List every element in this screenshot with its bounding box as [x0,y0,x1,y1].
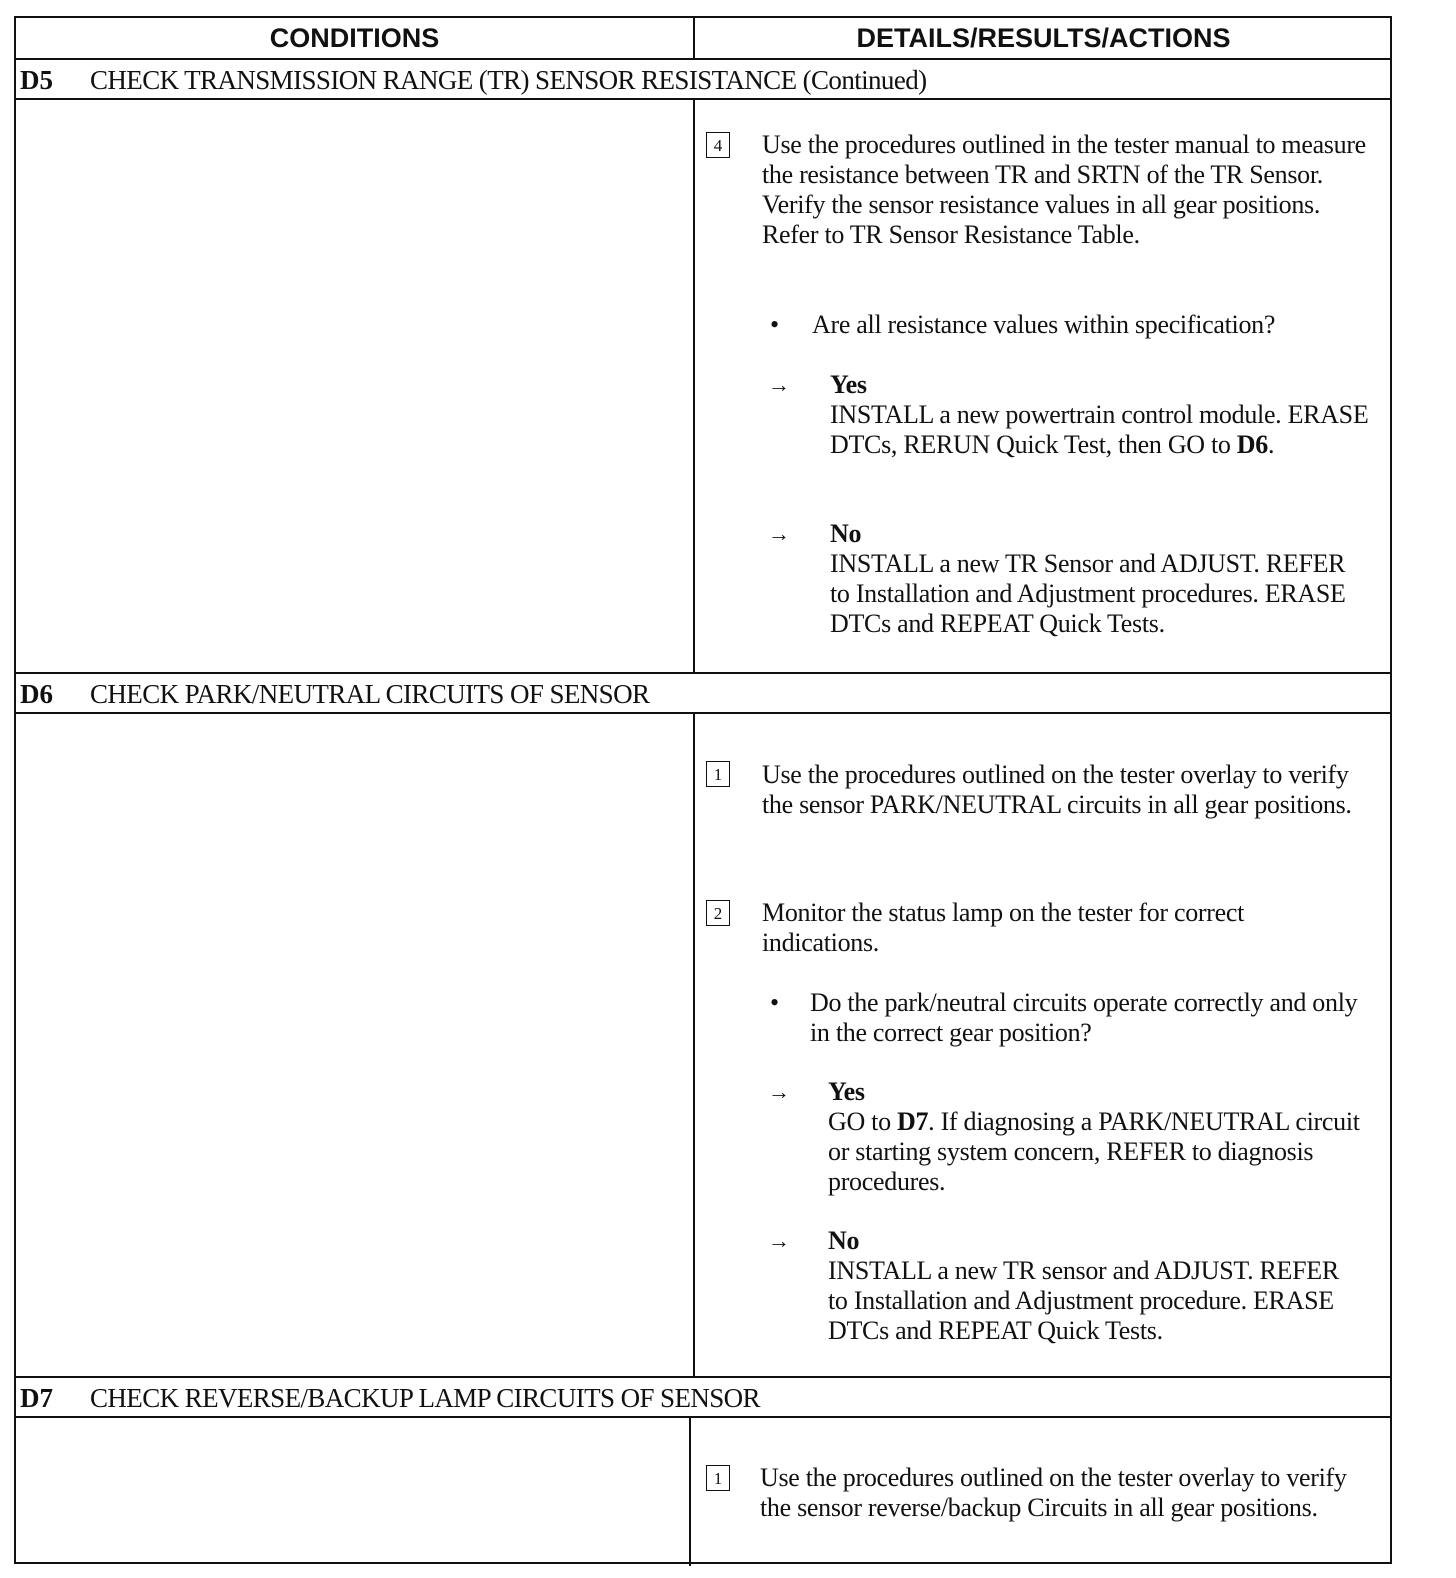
section-title: CHECK TRANSMISSION RANGE (TR) SENSOR RESISTANCE (Continued) [90,65,927,95]
arrow-right-icon: → [768,372,790,397]
section-header-d7 [16,1378,1390,1418]
step-number-box: 1 [706,761,730,787]
step-number-box: 2 [706,900,730,926]
column-divider [693,98,695,672]
step-text: Use the procedures outlined on the tester overlay to verify the sensor reverse/backup Circuits in all gear positions. [760,1463,1347,1522]
result-yes [830,370,1382,460]
bullet-icon: • [770,988,780,1017]
section-title: CHECK REVERSE/BACKUP LAMP CIRCUITS OF SENSOR [90,1383,760,1413]
result-text: GO to [828,1107,897,1136]
question-text: Do the park/neutral circuits operate correctly and only in the correct gear position? [810,988,1358,1047]
result-text: INSTALL a new TR sensor and ADJUST. REFER to Installation and Adjustment procedure. ERASE DTCs and REPEAT Quick Tests. [828,1256,1339,1345]
arrow-right-icon: → [768,1228,790,1253]
diagnostic-table [14,16,1392,1564]
step-number-box: 4 [706,132,730,158]
result-label: No [830,519,862,548]
bullet-icon: • [770,310,780,339]
result-text-end: . If diagnosing a PARK/NEUTRAL circuit or starting system concern, REFER to diagnosis procedures. [828,1107,1360,1196]
step-text: Use the procedures outlined on the tester overlay to verify the sensor PARK/NEUTRAL circuits in all gear positions. [762,760,1352,819]
column-divider [689,1416,691,1566]
step-number-box: 1 [706,1465,730,1491]
result-text: INSTALL a new powertrain control module. ERASE DTCs, RERUN Quick Test, then GO to [830,400,1369,459]
column-header-details: DETAILS/RESULTS/ACTIONS [856,23,1231,53]
section-code: D5 [20,65,53,95]
result-yes [828,1077,1382,1197]
step-text: Monitor the status lamp on the tester for correct indications. [762,898,1245,957]
result-text-end: . [1267,430,1275,459]
section-title: CHECK PARK/NEUTRAL CIRCUITS OF SENSOR [90,679,650,709]
column-header-conditions: CONDITIONS [269,23,440,53]
step-reference: D7 [896,1107,929,1136]
section-header-d5 [16,60,1390,100]
section-header-d6 [16,674,1390,714]
step-reference: D6 [1236,430,1268,459]
column-divider [693,712,695,1376]
arrow-right-icon: → [768,521,790,546]
result-text: INSTALL a new TR Sensor and ADJUST. REFER to Installation and Adjustment procedures. ERASE DTCs and REPEAT Quick Tests. [830,549,1346,638]
question-text: Are all resistance values within specification? [812,310,1276,339]
result-no [828,1226,1360,1346]
step-text: Use the procedures outlined in the tester manual to measure the resistance between TR and SRTN of the TR Sensor. Verify the sensor resistance values in all gear positions. Refer to TR Sensor Resistance Table. [762,130,1366,249]
arrow-right-icon: → [768,1079,790,1104]
section-code: D6 [20,679,53,709]
result-label: Yes [828,1077,865,1106]
section-code: D7 [20,1383,53,1413]
result-no [830,519,1360,639]
result-label: No [828,1226,860,1255]
result-label: Yes [830,370,867,399]
